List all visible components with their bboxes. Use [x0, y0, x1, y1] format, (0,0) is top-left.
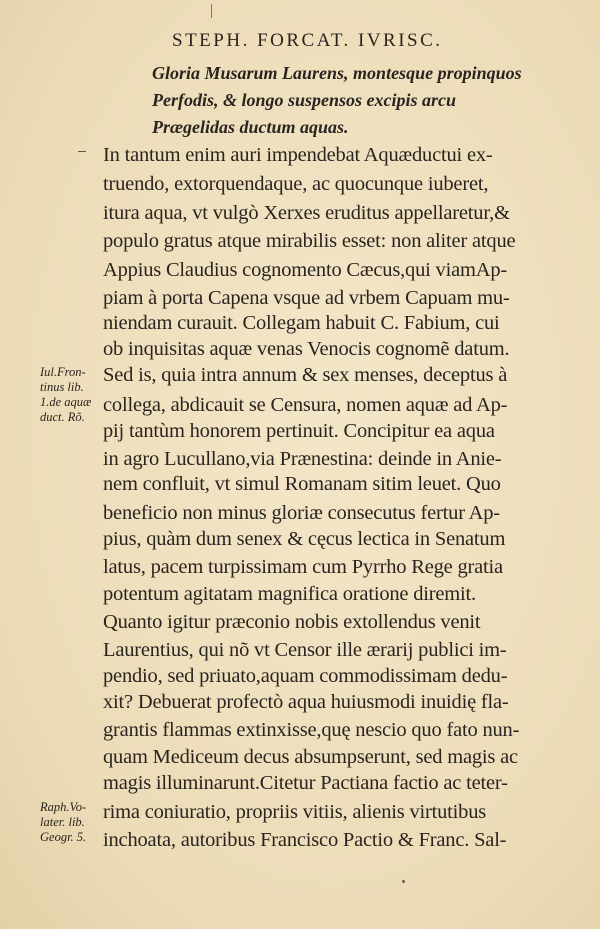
body-line: pij tantùm honorem pertinuit. Concipitur ea aqua [103, 420, 495, 442]
body-line: beneficio non minus gloriæ consecutus fertur Ap- [103, 502, 500, 524]
body-line: In tantum enim auri impendebat Aquæductui ex- [103, 144, 493, 166]
body-line: rima coniuratio, propriis vitiis, alienis virtutibus [103, 801, 487, 823]
margin-citation-line: tinus lib. [40, 380, 84, 394]
body-line: ob inquisitas aquæ venas Venocis cognomẽ datum. [103, 338, 510, 360]
body-line: latus, pacem turpissimam cum Pyrrho Rege gratia [103, 556, 503, 578]
margin-citation-line: later. lib. [40, 815, 85, 829]
margin-citation-line: Raph.Vo- [40, 800, 87, 814]
running-title: STEPH. FORCAT. IVRISC. [172, 30, 443, 51]
verse-line: Perfodis, & longo suspensos excipis arcu [152, 90, 457, 110]
body-line: collega, abdicauit se Censura, nomen aquæ ad Ap- [103, 394, 508, 416]
body-line: potentum agitatam magnifica oratione diremit. [103, 583, 476, 605]
margin-citation [40, 365, 91, 425]
body-line: itura aqua, vt vulgò Xerxes eruditus appellaretur,& [103, 202, 510, 224]
body-line: piam à porta Capena vsque ad vrbem Capuam mu- [103, 287, 510, 309]
body-line: Appius Claudius cognomento Cæcus,qui viamAp- [103, 259, 508, 281]
body-line: populo gratus atque mirabilis esset: non aliter atque [103, 230, 516, 252]
margin-dash [78, 151, 86, 152]
body-line: magis illuminarunt.Citetur Pactiana factio ac teter- [103, 772, 508, 794]
body-line: pius, quàm dum senex & cęcus lectica in Senatum [103, 528, 506, 550]
margin-citation [40, 800, 86, 845]
ink-speck [402, 880, 405, 883]
body-line: Quanto igitur præconio nobis extollendus venit [103, 611, 481, 633]
verse-line: Gloria Musarum Laurens, montesque propinquos [152, 63, 522, 83]
body-line: Sed is, quia intra annum & sex menses, deceptus à [103, 364, 508, 386]
body-line: niendam curauit. Collegam habuit C. Fabium, cui [103, 312, 500, 334]
body-line: grantis flammas extinxisse,quę nescio quo fato nun- [103, 719, 520, 741]
body-line: Laurentius, qui nõ vt Censor ille ærarij publici im- [103, 639, 507, 661]
verse-line: Prægelidas ductum aquas. [152, 117, 349, 137]
body-line: inchoata, autoribus Francisco Pactio & Franc. Sal- [103, 829, 507, 851]
body-line: pendio, sed priuato,aquam commodissimam dedu- [103, 665, 508, 687]
body-line: xit? Debuerat profectò aqua huiusmodi inuidię fla- [103, 691, 509, 713]
body-line: nem confluit, vt simul Romanam sitim leuet. Quo [103, 473, 501, 495]
margin-citation-line: Iul.Fron- [40, 365, 86, 379]
margin-citation-line: 1.de aquæ [40, 395, 92, 409]
top-crease-mark [211, 4, 212, 18]
margin-citation-line: duct. Rõ. [40, 410, 85, 424]
body-line: quam Mediceum decus absumpserunt, sed magis ac [103, 746, 518, 768]
body-line: in agro Lucullano,via Prænestina: deinde in Anie- [103, 448, 502, 470]
margin-citation-line: Geogr. 5. [40, 830, 87, 844]
body-line: truendo, extorquendaque, ac quocunque iuberet, [103, 173, 489, 195]
